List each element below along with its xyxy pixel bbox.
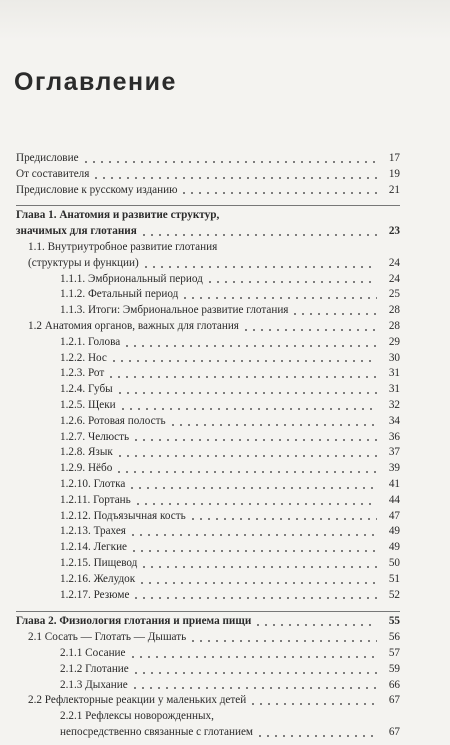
toc-chapter-title[interactable]: Глава 1. Анатомия и развитие структур, [16, 209, 220, 222]
page-header-strip [0, 0, 450, 40]
toc-subsection[interactable]: 1.2.9. Нёбо 39 [60, 462, 400, 475]
page-title: Оглавление [14, 68, 177, 96]
toc-subsection[interactable]: 1.2.14. Легкие 49 [60, 541, 400, 554]
toc-chapter-title[interactable]: Глава 2. Физиология глотания и приема пищи 55 [16, 615, 400, 628]
toc-section[interactable]: 2.2 Рефлекторные реакции у маленьких детей 67 [28, 694, 400, 707]
toc-subsection[interactable]: 1.2.12. Подъязычная кость 47 [60, 509, 400, 522]
toc-subsection[interactable]: 2.1.2 Глотание 59 [60, 662, 400, 675]
toc-subsection[interactable]: 1.2.17. Резюме 52 [60, 588, 400, 601]
toc-subsection[interactable]: 1.2.5. Щеки 32 [60, 398, 400, 411]
toc-entry[interactable]: Предисловие 17 [16, 152, 400, 164]
divider [16, 611, 400, 612]
toc-subsection[interactable]: 1.2.4. Губы 31 [60, 383, 400, 396]
toc-subsection[interactable]: 1.1.2. Фетальный период 25 [60, 288, 400, 301]
toc-subsection[interactable]: 1.2.13. Трахея 49 [60, 525, 400, 538]
toc-subsection[interactable]: 1.2.11. Гортань 44 [60, 493, 400, 506]
toc-subsection[interactable]: 2.1.3 Дыхание 66 [60, 678, 400, 691]
toc-subsection[interactable]: 2.2.1 Рефлексы новорожденных, [60, 710, 214, 723]
toc-subsection[interactable]: 1.2.2. Нос 30 [60, 351, 400, 364]
toc-subsection[interactable]: 1.2.7. Челюсть 36 [60, 430, 400, 443]
toc-subsection[interactable]: 2.1.1 Сосание 57 [60, 646, 400, 659]
toc-section[interactable]: 1.1. Внутриутробное развитие глотания [28, 240, 218, 253]
toc-subsection[interactable]: 1.2.10. Глотка 41 [60, 477, 400, 490]
toc-section[interactable]: 2.1 Сосать — Глотать — Дышать 56 [28, 631, 400, 644]
toc-subsection-cont[interactable]: непосредственно связанные с глотанием 67 [60, 725, 400, 738]
toc-subsection[interactable]: 1.1.3. Итоги: Эмбриональное развитие глотания 28 [60, 304, 400, 317]
toc-subsection[interactable]: 1.2.8. Язык 37 [60, 446, 400, 459]
toc-entry[interactable]: От составителя 19 [16, 167, 400, 180]
toc-chapter-title-cont[interactable]: значимых для глотания 23 [16, 225, 400, 238]
divider [16, 205, 400, 206]
toc-section-cont[interactable]: (структуры и функции) 24 [28, 256, 400, 269]
toc-subsection[interactable]: 1.2.6. Ротовая полость 34 [60, 414, 400, 427]
toc-subsection[interactable]: 1.2.15. Пищевод 50 [60, 556, 400, 569]
toc-subsection[interactable]: 1.2.16. Желудок 51 [60, 572, 400, 585]
toc-subsection[interactable]: 1.2.1. Голова 29 [60, 335, 400, 348]
toc-subsection[interactable]: 1.2.3. Рот 31 [60, 367, 400, 380]
toc-section[interactable]: 1.2 Анатомия органов, важных для глотания 28 [28, 319, 400, 332]
toc-subsection[interactable]: 1.1.1. Эмбриональный период 24 [60, 272, 400, 285]
table-of-contents [16, 151, 400, 741]
toc-entry[interactable]: Предисловие к русскому изданию 21 [16, 183, 400, 196]
